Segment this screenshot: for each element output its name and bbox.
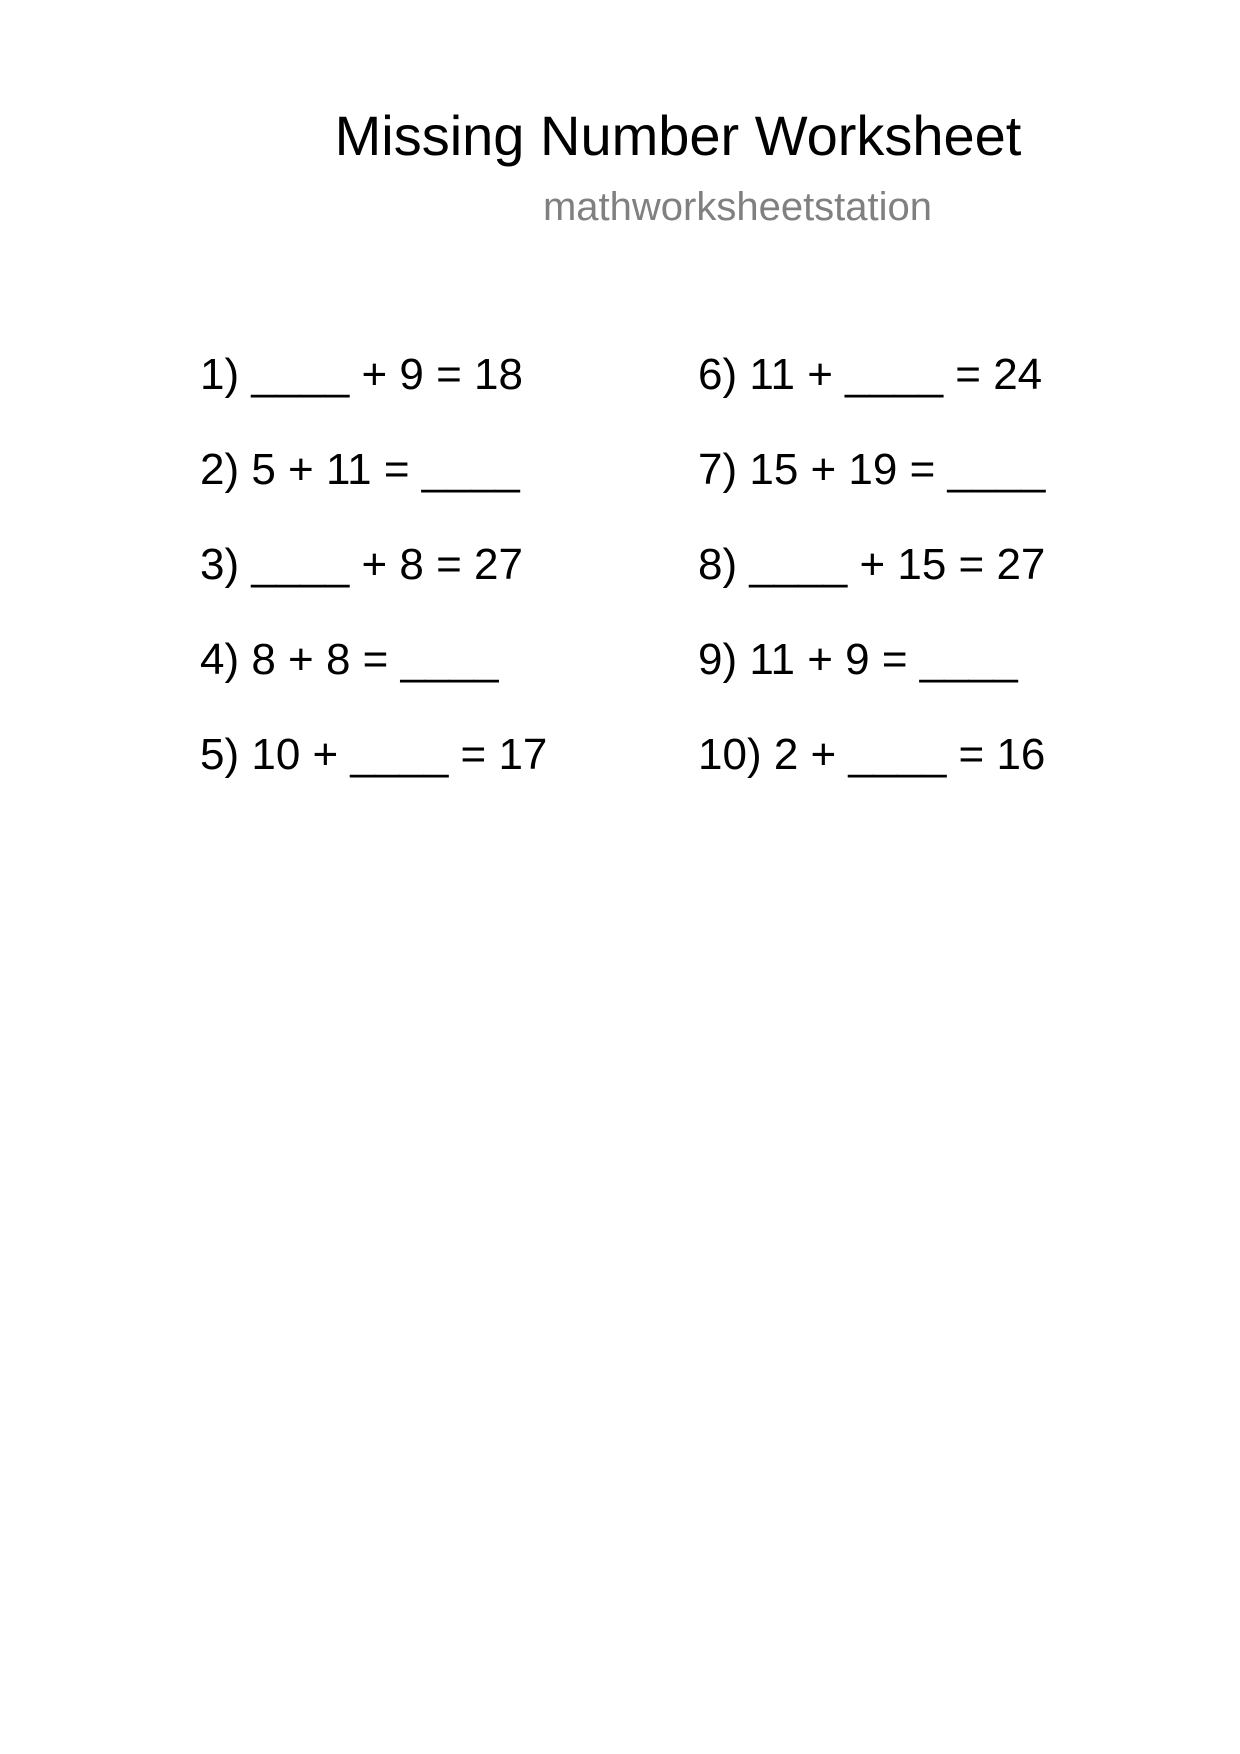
problem-10: 10) 2 + ____ = 16 — [698, 730, 1046, 779]
problem-5: 5) 10 + ____ = 17 — [200, 730, 548, 779]
worksheet-title: Missing Number Worksheet — [334, 104, 1022, 167]
problem-6: 6) 11 + ____ = 24 — [698, 350, 1043, 399]
worksheet-source: mathworksheetstation — [542, 185, 933, 229]
problem-7: 7) 15 + 19 = ____ — [698, 445, 1046, 494]
problem-3: 3) ____ + 8 = 27 — [200, 540, 523, 589]
problem-2: 2) 5 + 11 = ____ — [200, 445, 520, 494]
problem-4: 4) 8 + 8 = ____ — [200, 635, 499, 684]
problem-1: 1) ____ + 9 = 18 — [200, 350, 523, 399]
problem-9: 9) 11 + 9 = ____ — [698, 635, 1018, 684]
problem-8: 8) ____ + 15 = 27 — [698, 540, 1046, 589]
